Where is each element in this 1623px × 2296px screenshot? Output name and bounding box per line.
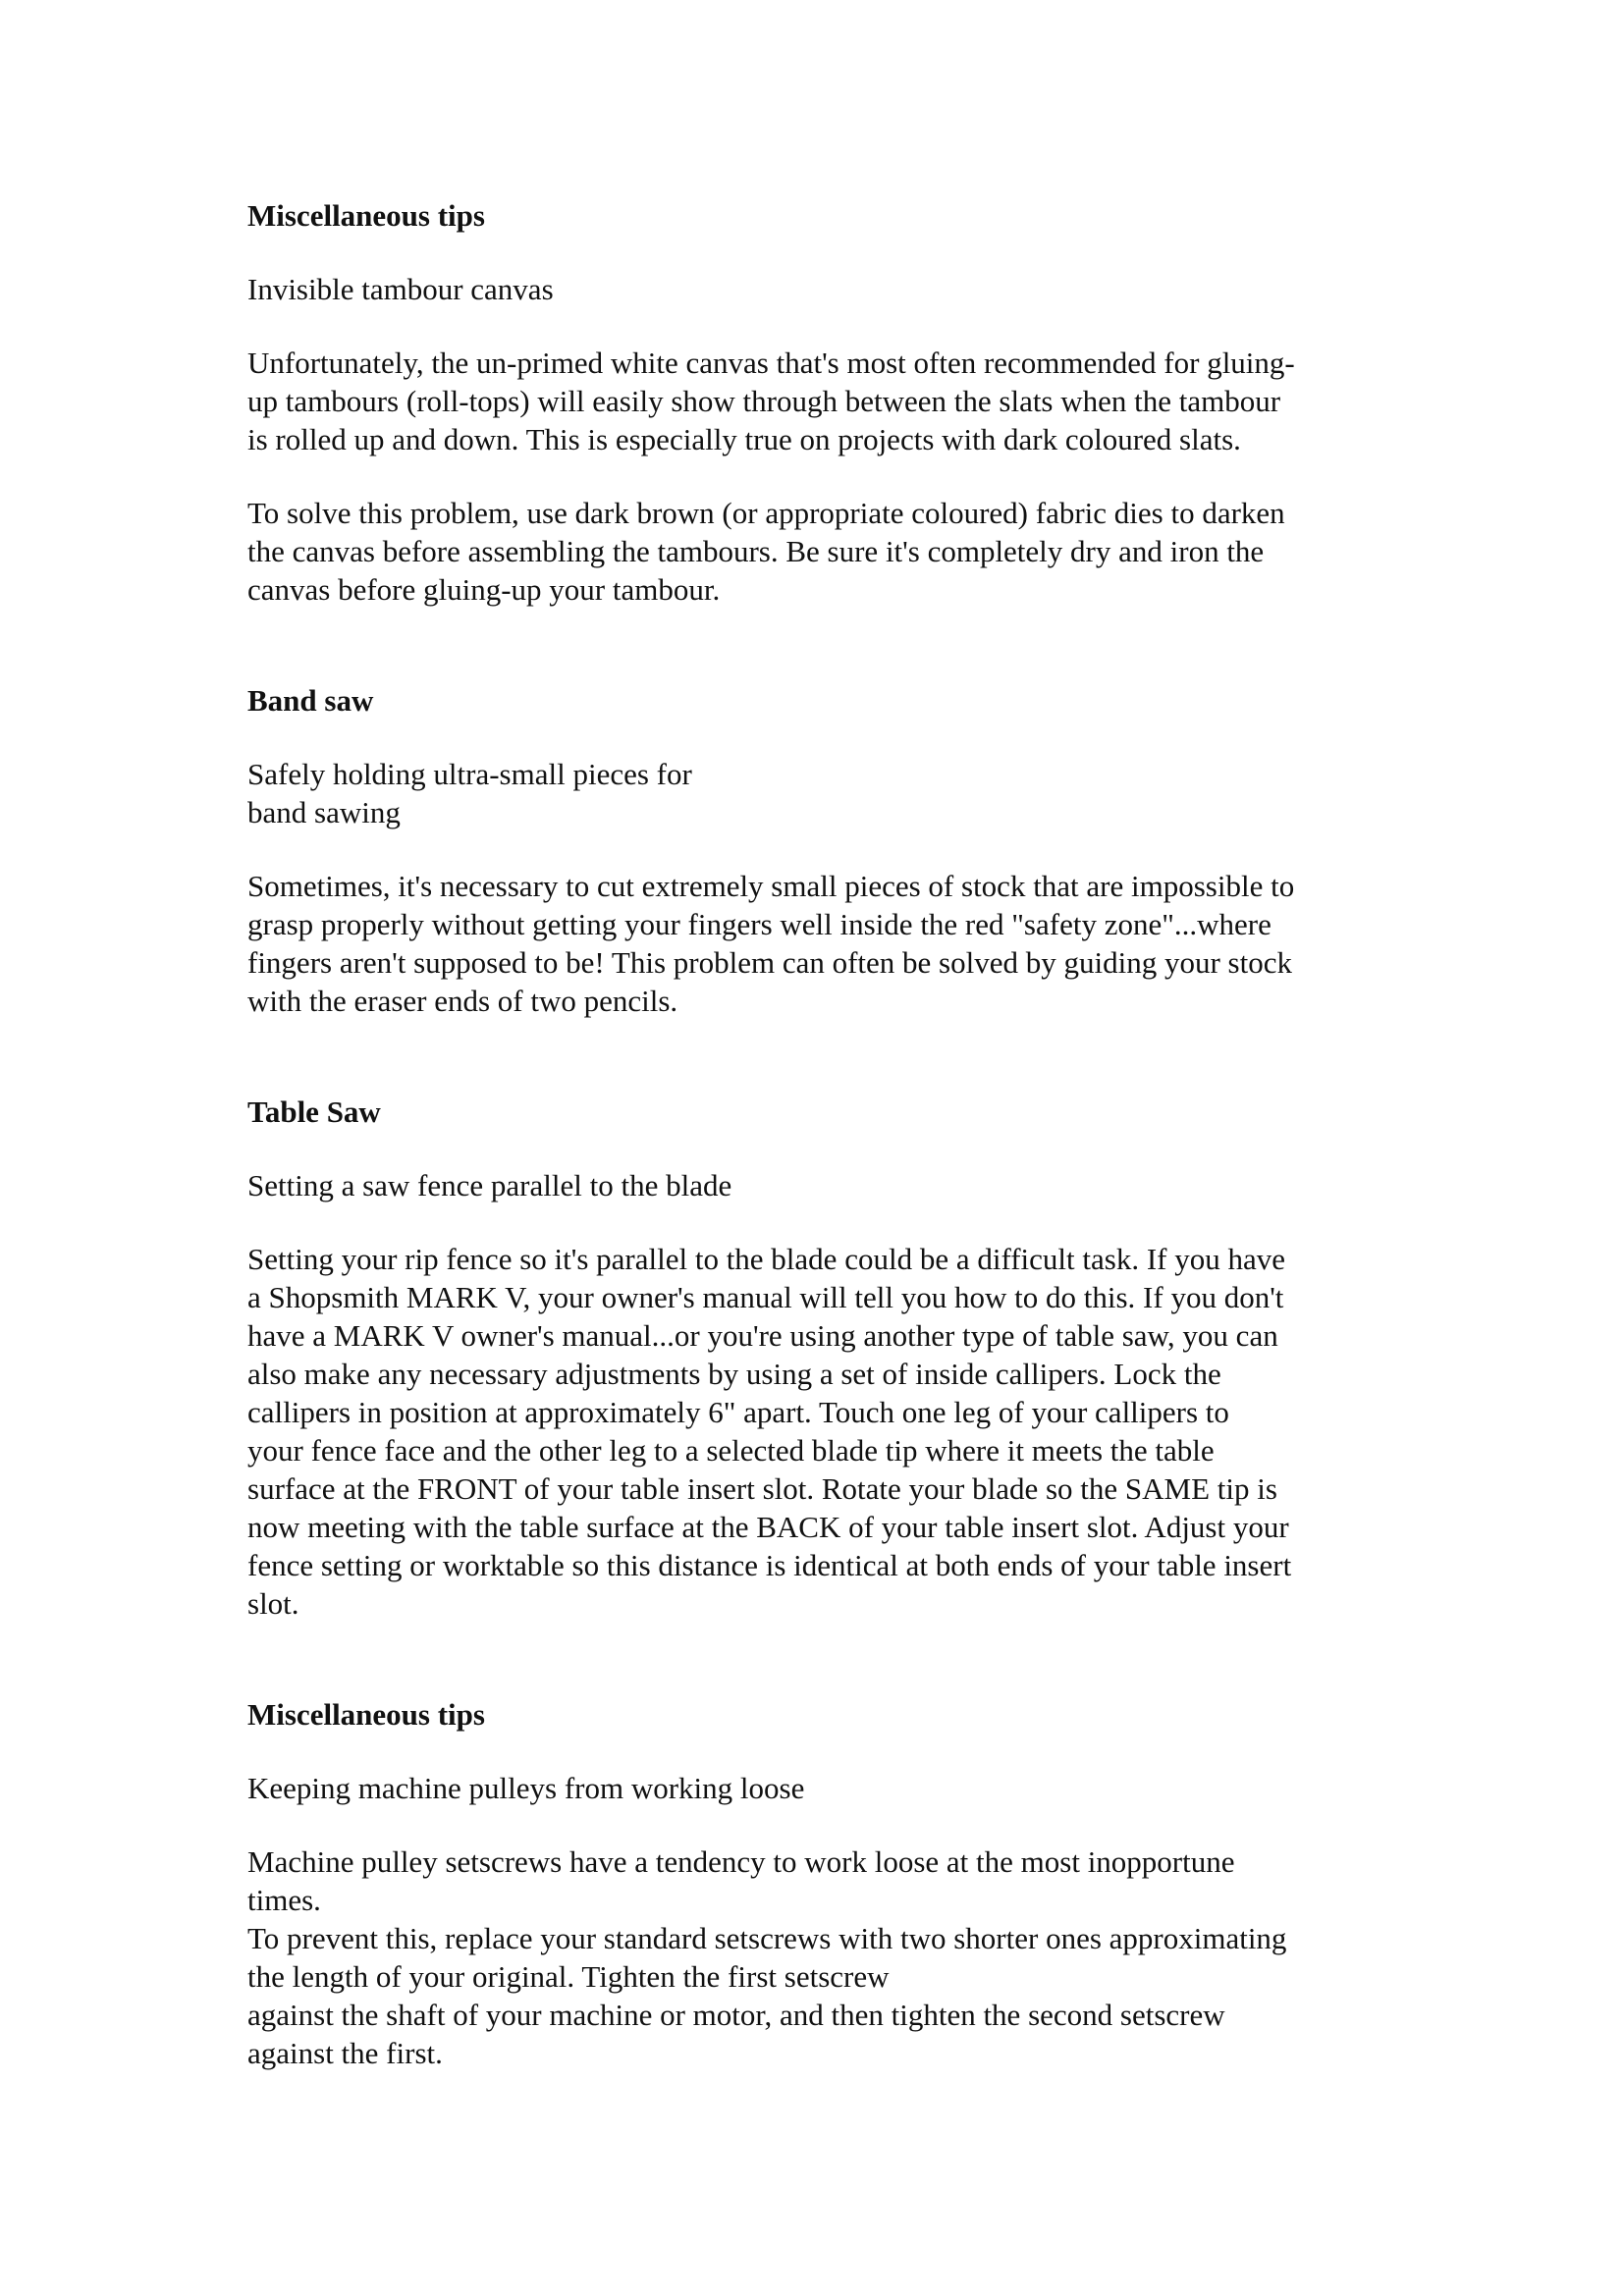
section-subtitle: [247, 755, 1406, 831]
section-band-saw: [247, 681, 1406, 1020]
text-line: fingers aren't supposed to be! This problem can often be solved by guiding your stock: [247, 945, 1292, 980]
text-line: fence setting or worktable so this distance is identical at both ends of your table insert: [247, 1548, 1292, 1582]
section-heading: Miscellaneous tips: [247, 198, 485, 233]
section-table-saw: [247, 1093, 1406, 1623]
text-line: Sometimes, it's necessary to cut extremely small pieces of stock that are impossible to: [247, 869, 1295, 903]
text-line: your fence face and the other leg to a selected blade tip where it meets the table: [247, 1433, 1215, 1468]
text-line: canvas before gluing-up your tambour.: [247, 572, 721, 607]
text-line: To prevent this, replace your standard setscrews with two shorter ones approximating: [247, 1921, 1287, 1955]
text-line: the canvas before assembling the tambours. Be sure it's completely dry and iron the: [247, 534, 1265, 568]
paragraph: [247, 344, 1406, 458]
text-line: times.: [247, 1883, 321, 1917]
text-line: slot.: [247, 1586, 299, 1621]
text-line: To solve this problem, use dark brown (or appropriate coloured) fabric dies to darken: [247, 496, 1285, 530]
text-line: with the eraser ends of two pencils.: [247, 984, 678, 1018]
subtitle-line: band sawing: [247, 795, 401, 829]
text-line: surface at the FRONT of your table insert slot. Rotate your blade so the SAME tip is: [247, 1471, 1277, 1506]
text-line: have a MARK V owner's manual...or you're using another type of table saw, you can: [247, 1318, 1278, 1353]
section-invisible-tambour: [247, 196, 1406, 609]
paragraph: [247, 867, 1406, 1020]
paragraph: [247, 1240, 1406, 1623]
paragraph: [247, 494, 1406, 609]
section-heading: Miscellaneous tips: [247, 1697, 485, 1732]
text-line: up tambours (roll-tops) will easily show through between the slats when the tambour: [247, 384, 1281, 418]
text-line: Machine pulley setscrews have a tendency to work loose at the most inopportune: [247, 1844, 1235, 1879]
text-line: now meeting with the table surface at the BACK of your table insert slot. Adjust your: [247, 1510, 1289, 1544]
section-heading: Table Saw: [247, 1095, 381, 1129]
text-line: grasp properly without getting your fingers well inside the red "safety zone"...where: [247, 907, 1271, 941]
text-line: a Shopsmith MARK V, your owner's manual will tell you how to do this. If you don't: [247, 1280, 1284, 1314]
text-line: Unfortunately, the un-primed white canvas that's most often recommended for gluing-: [247, 346, 1295, 380]
subtitle-line: Safely holding ultra-small pieces for: [247, 757, 692, 791]
text-line: is rolled up and down. This is especially true on projects with dark coloured slats.: [247, 422, 1241, 456]
text-line: also make any necessary adjustments by using a set of inside callipers. Lock the: [247, 1357, 1221, 1391]
text-line: Setting your rip fence so it's parallel to the blade could be a difficult task. If you have: [247, 1242, 1285, 1276]
section-subtitle: [247, 270, 1406, 308]
section-machine-pulleys: [247, 1695, 1406, 2072]
subtitle-line: Setting a saw fence parallel to the blade: [247, 1168, 732, 1202]
text-line: against the shaft of your machine or motor, and then tighten the second setscrew: [247, 1998, 1225, 2032]
section-subtitle: [247, 1166, 1406, 1204]
paragraph: [247, 1842, 1406, 2072]
section-heading: Band saw: [247, 683, 374, 718]
subtitle-line: Keeping machine pulleys from working loose: [247, 1771, 805, 1805]
section-subtitle: [247, 1769, 1406, 1807]
document-page: [247, 196, 1406, 2072]
subtitle-line: Invisible tambour canvas: [247, 272, 554, 306]
text-line: against the first.: [247, 2036, 443, 2070]
text-line: the length of your original. Tighten the first setscrew: [247, 1959, 890, 1994]
text-line: callipers in position at approximately 6" apart. Touch one leg of your callipers to: [247, 1395, 1229, 1429]
